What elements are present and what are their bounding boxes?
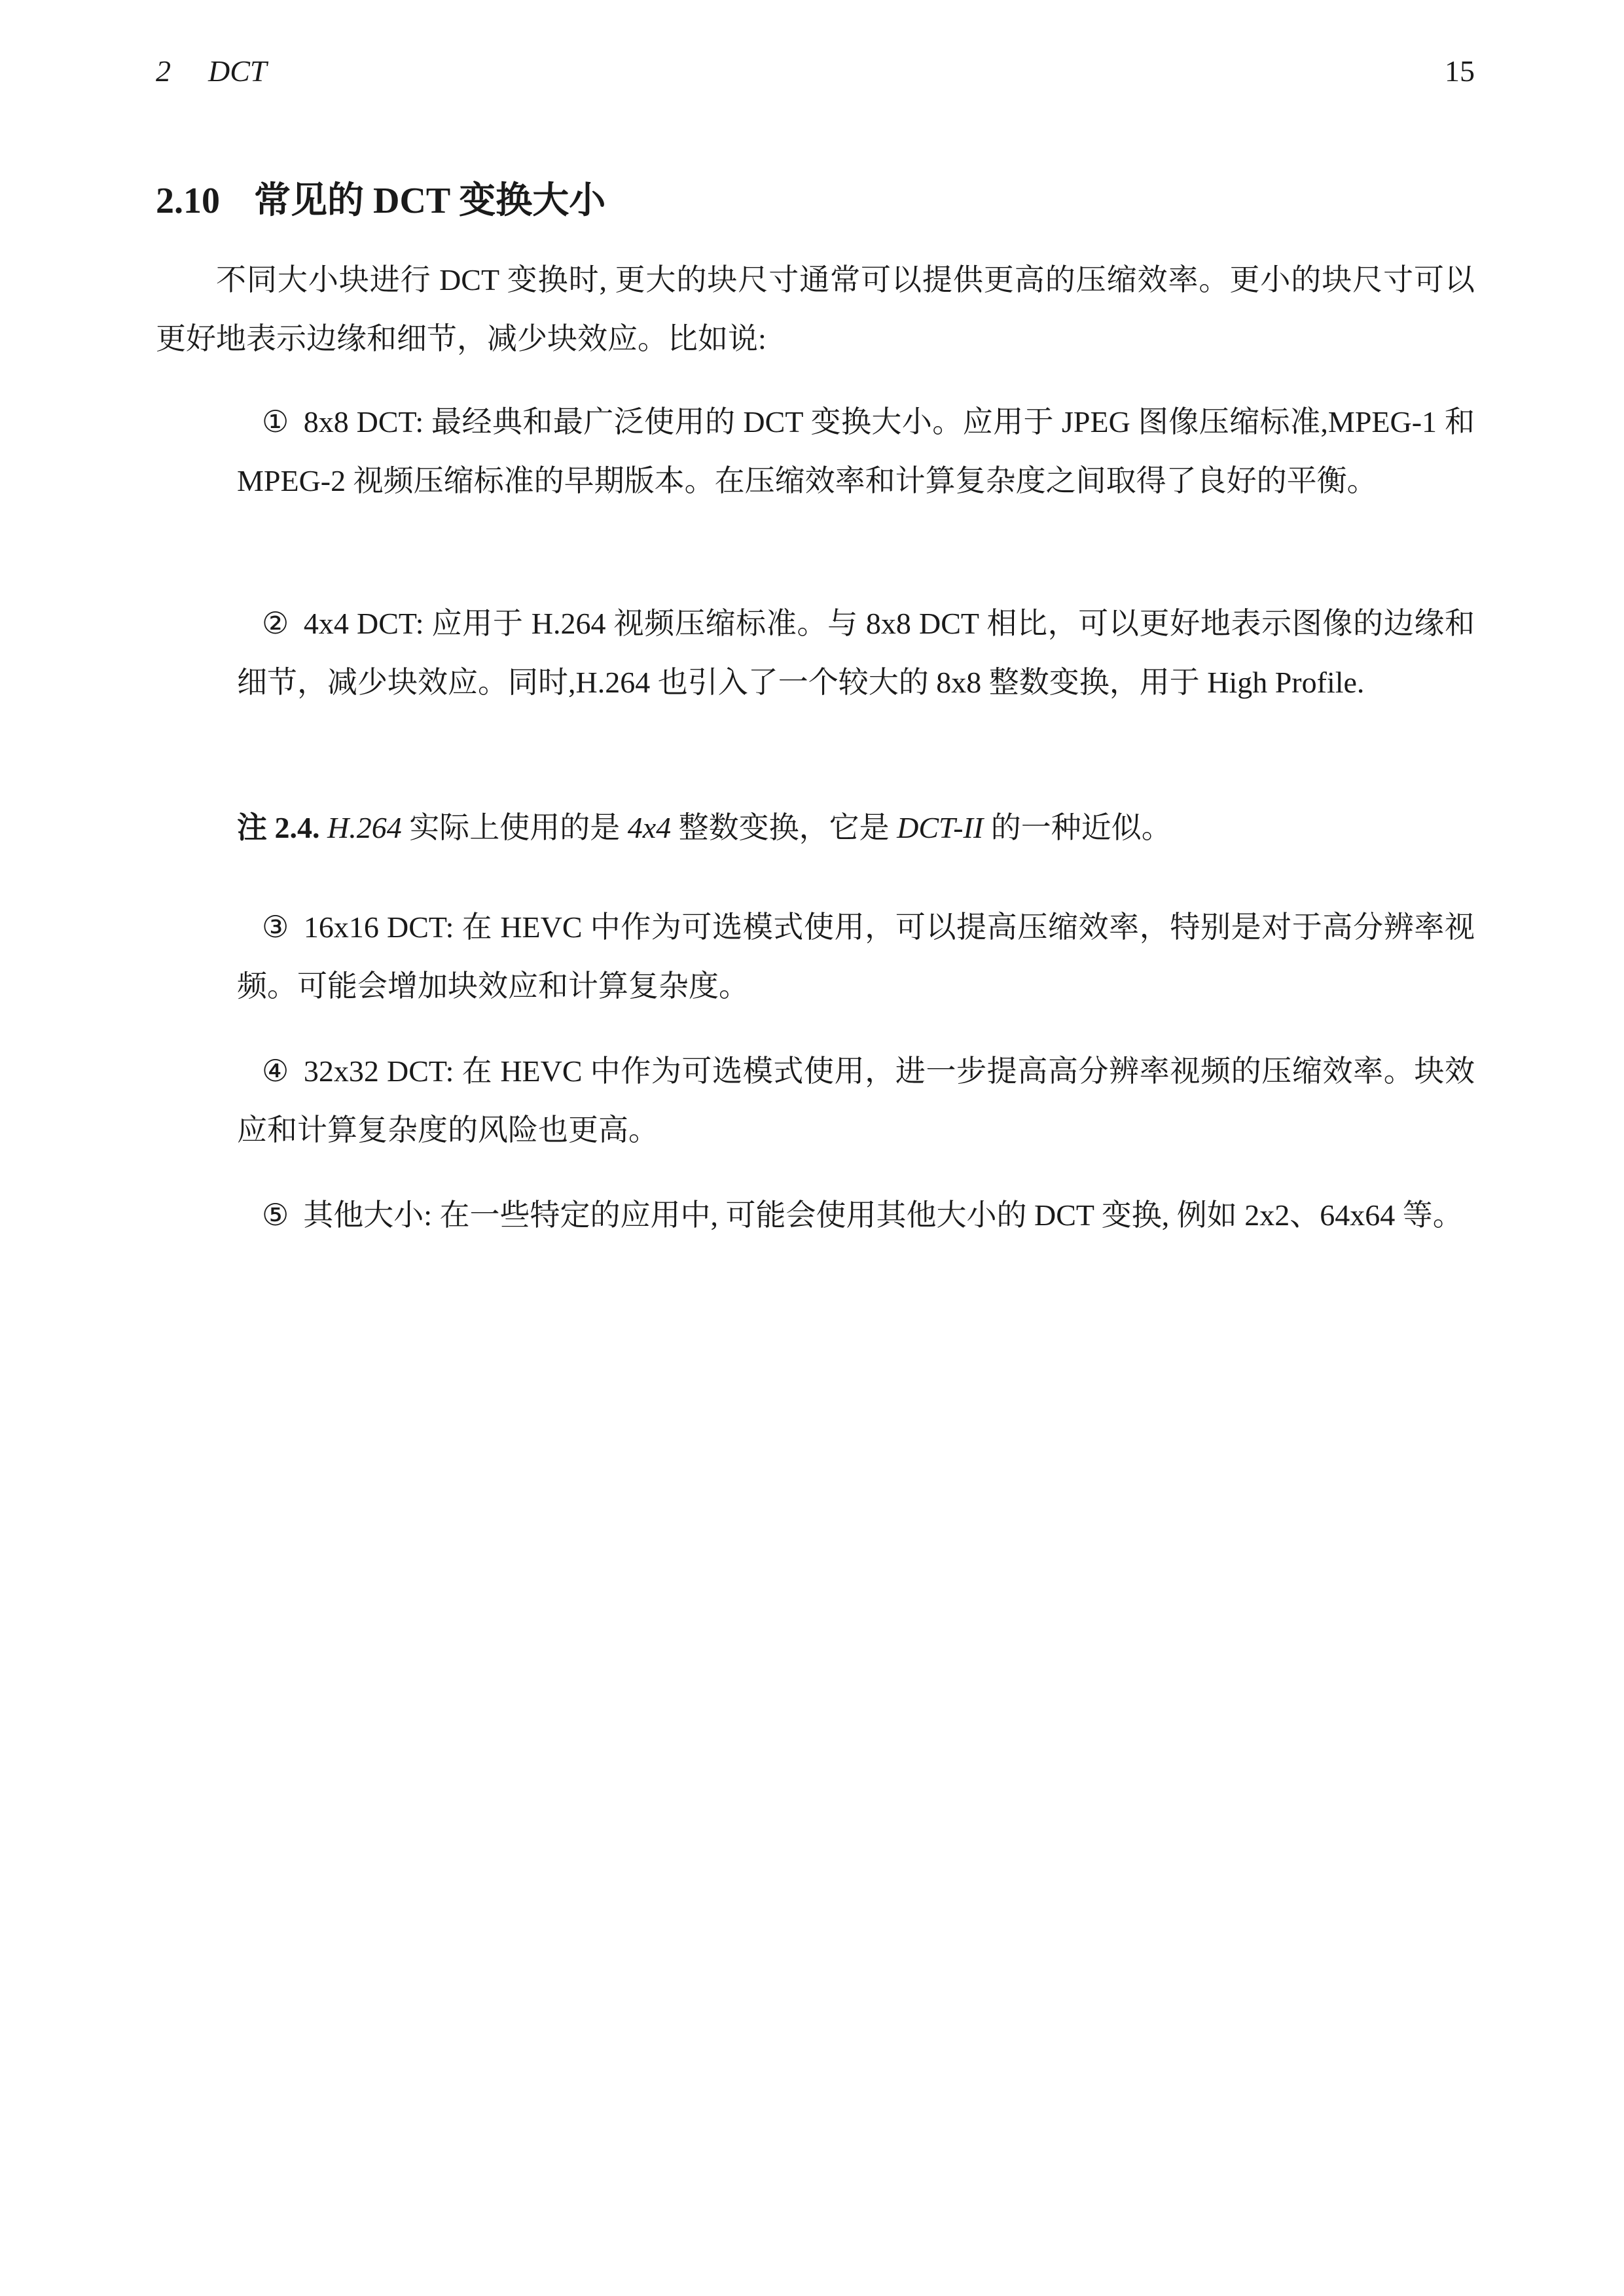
- list-item-text: 8x8 DCT: 最经典和最广泛使用的 DCT 变换大小。应用于 JPEG 图像压缩标准,MPEG-1 和 MPEG-2 视频压缩标准的早期版本。在压缩效率和计算复杂度之间取得了良好的平衡。: [237, 405, 1475, 497]
- running-header: [156, 54, 1475, 99]
- list-item-text: 其他大小: 在一些特定的应用中, 可能会使用其他大小的 DCT 变换, 例如 2x2、64x64 等。: [303, 1198, 1463, 1232]
- note: [237, 798, 1475, 857]
- section-number: 2.10: [156, 181, 220, 221]
- section-heading: [156, 171, 605, 224]
- list-item: [237, 393, 1475, 511]
- note-term: H.264: [327, 811, 402, 844]
- list-marker: ②: [262, 607, 289, 640]
- list-item: [237, 1042, 1475, 1160]
- section-title: 常见的 DCT 变换大小: [254, 181, 606, 221]
- list-marker: ④: [262, 1054, 289, 1088]
- list-marker: ③: [262, 910, 289, 944]
- intro-paragraph: 不同大小块进行 DCT 变换时, 更大的块尺寸通常可以提供更高的压缩效率。更小的块尺寸可以更好地表示边缘和细节，减少块效应。比如说:: [156, 263, 1475, 355]
- note-label: 注 2.4.: [237, 811, 320, 844]
- chapter-title: DCT: [208, 54, 267, 88]
- list-marker: ⑤: [262, 1198, 289, 1232]
- list-item-text: 4x4 DCT: 应用于 H.264 视频压缩标准。与 8x8 DCT 相比，可以更好地表示图像的边缘和细节，减少块效应。同时,H.264 也引入了一个较大的 8x8 整数变换，用于 High Profile.: [237, 607, 1475, 699]
- list-item-text: 16x16 DCT: 在 HEVC 中作为可选模式使用，可以提高压缩效率，特别是对于高分辨率视频。可能会增加块效应和计算复杂度。: [237, 910, 1475, 1003]
- note-text: 整数变换，它是: [671, 811, 897, 844]
- list-item: [237, 594, 1475, 712]
- note-term: DCT-II: [897, 811, 984, 844]
- note-text: 实际上使用的是: [401, 811, 628, 844]
- chapter-header: [156, 54, 266, 88]
- chapter-number: 2: [156, 54, 171, 88]
- list-item: [237, 898, 1475, 1016]
- list-item-text: 32x32 DCT: 在 HEVC 中作为可选模式使用，进一步提高高分辨率视频的压缩效率。块效应和计算复杂度的风险也更高。: [237, 1054, 1475, 1147]
- note-text: 的一种近似。: [983, 811, 1172, 844]
- note-term: 4x4: [627, 811, 672, 844]
- page-number: 15: [1445, 54, 1475, 88]
- list-marker: ①: [262, 405, 289, 439]
- list-item: [237, 1186, 1475, 1245]
